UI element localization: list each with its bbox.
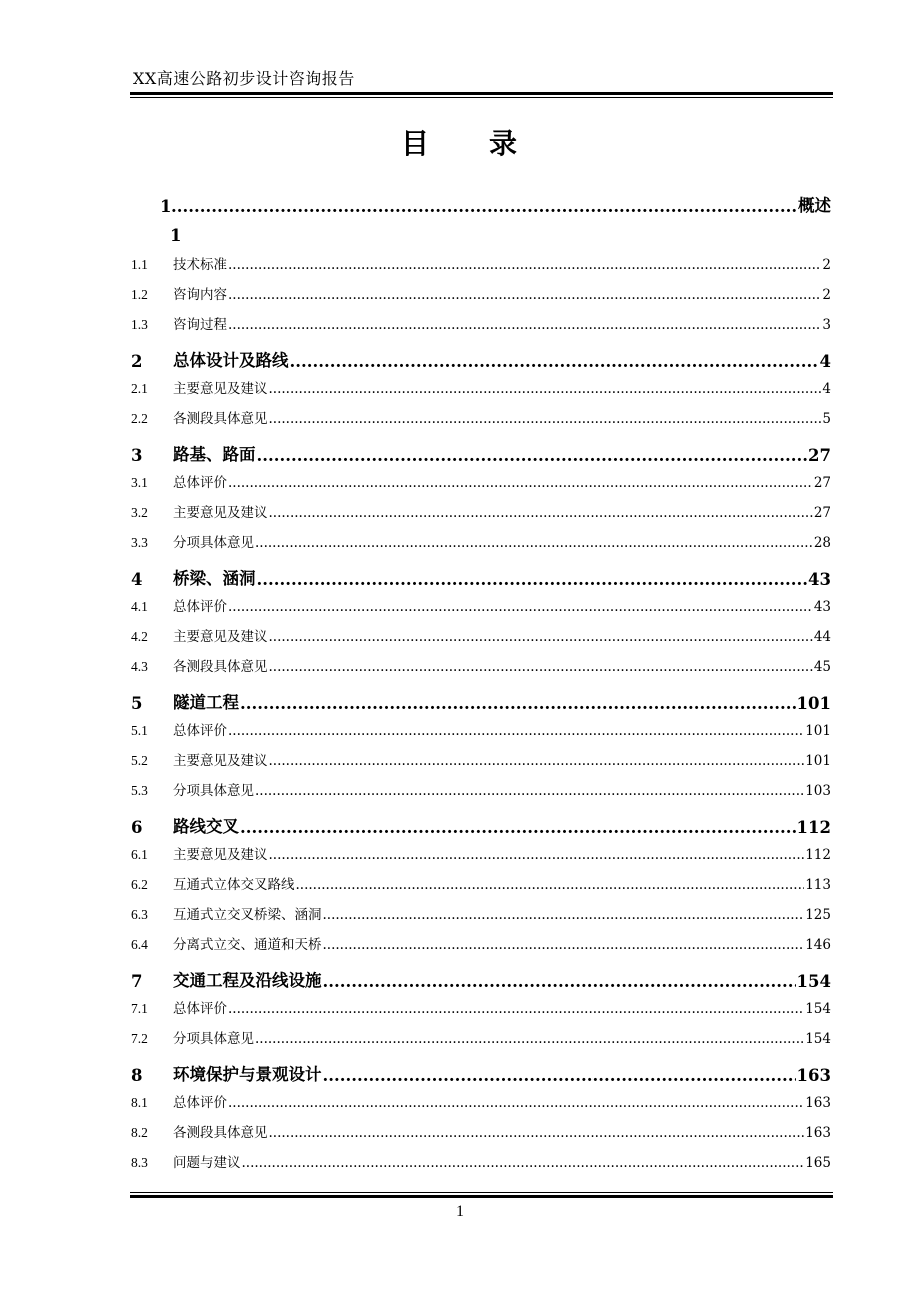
toc-entry-page: 101: [796, 694, 831, 713]
toc-section-entry[interactable]: [131, 901, 831, 923]
toc-entry-number: 1.1: [131, 257, 148, 272]
toc-title: [0, 122, 920, 162]
toc-entry-page: 3: [822, 317, 831, 333]
toc-title-left: 目: [400, 127, 431, 160]
footer-rule-thick: [130, 1195, 833, 1198]
toc-entry-page: 163: [796, 1066, 831, 1085]
toc-entry-page: 27: [813, 505, 831, 521]
toc-entry-page: 163: [805, 1095, 831, 1111]
toc-leader: [269, 505, 813, 521]
toc-chapter-entry[interactable]: [131, 1059, 831, 1085]
toc-entry-page: 27: [813, 475, 831, 491]
toc-section-entry[interactable]: [131, 1089, 831, 1111]
toc-chapter-entry[interactable]: [131, 965, 831, 991]
toc-entry-page: 165: [805, 1155, 831, 1171]
toc-entry-label: 概述: [798, 196, 831, 215]
header-rule-thick: [130, 92, 833, 95]
toc-entry-number: 4.3: [131, 659, 148, 674]
toc-leader: [228, 475, 813, 491]
toc-leader: [257, 446, 808, 465]
toc-leader: [323, 1066, 796, 1085]
toc-entry-label: 桥梁、涵洞: [173, 569, 256, 588]
toc-entry-page: 2: [822, 257, 831, 273]
toc-entry-label: 主要意见及建议: [173, 753, 268, 769]
toc-entry-number: 4: [131, 570, 143, 589]
toc-leader: [255, 1031, 804, 1047]
toc-entry-page: 27: [808, 446, 831, 465]
toc-entry-page: 163: [805, 1125, 831, 1141]
toc-section-entry[interactable]: [131, 499, 831, 521]
toc-section-entry[interactable]: [131, 841, 831, 863]
toc-entry-page: 2: [822, 287, 831, 303]
toc-section-entry[interactable]: [131, 995, 831, 1017]
toc-entry-number: 6.4: [131, 937, 148, 952]
toc-entry-page: 44: [813, 629, 831, 645]
toc-entry-label: 总体评价: [173, 599, 227, 615]
toc-entry-page: 154: [796, 972, 831, 991]
toc-entry-number: 1: [160, 197, 172, 216]
toc-entry-page: 4: [819, 352, 831, 371]
toc-section-entry[interactable]: [131, 1025, 831, 1047]
toc-entry-label: 互通式立体交叉路线: [173, 877, 295, 893]
toc-entry-number: 6.3: [131, 907, 148, 922]
toc-entry-number: 4.1: [131, 599, 148, 614]
toc-entry-number: 5.3: [131, 783, 148, 798]
toc-leader: [228, 599, 813, 615]
toc-entry-label: 互通式立交叉桥梁、涵洞: [173, 907, 322, 923]
toc-entry-label: 主要意见及建议: [173, 847, 268, 863]
toc-entry-page: 154: [805, 1031, 831, 1047]
toc-section-entry[interactable]: [131, 931, 831, 953]
toc-section-entry[interactable]: [131, 311, 831, 333]
header-rule-thin: [130, 97, 833, 98]
toc-entry-label: 咨询过程: [173, 317, 227, 333]
toc-section-entry[interactable]: [131, 777, 831, 799]
toc-entry-label: 主要意见及建议: [173, 629, 268, 645]
toc-entry-label: 各测段具体意见: [173, 1125, 268, 1141]
footer-rule-thin: [130, 1192, 833, 1193]
toc-entry-page: 43: [813, 599, 831, 615]
toc-section-entry[interactable]: [131, 529, 831, 551]
toc-section-entry[interactable]: [131, 281, 831, 303]
toc-entry-label: 总体评价: [173, 1001, 227, 1017]
toc-entry-number: 4.2: [131, 629, 148, 644]
toc-entry-label: 分项具体意见: [173, 535, 254, 551]
toc-chapter-entry[interactable]: [131, 439, 831, 465]
toc-entry-page: 154: [805, 1001, 831, 1017]
toc-entry-page: 43: [808, 570, 831, 589]
toc-entry-page: 45: [813, 659, 831, 675]
toc-leader: [269, 847, 805, 863]
toc-entry-label: 分离式立交、通道和天桥: [173, 937, 322, 953]
toc-entry-number: 7: [131, 972, 143, 991]
toc-entry-label: 主要意见及建议: [173, 505, 268, 521]
toc-entry-page: 112: [805, 847, 831, 863]
toc-entry-first[interactable]: [160, 190, 831, 216]
toc-entry-label: 主要意见及建议: [173, 381, 268, 397]
toc-entry-number: 7.2: [131, 1031, 148, 1046]
toc-entry-label: 问题与建议: [173, 1155, 241, 1171]
toc-section-entry[interactable]: [131, 717, 831, 739]
toc-entry-label: 交通工程及沿线设施: [173, 971, 322, 990]
toc-section-entry[interactable]: [131, 375, 831, 397]
toc-entry-label: 路基、路面: [173, 445, 256, 464]
toc-entry-number: 1.2: [131, 287, 148, 302]
toc-leader: [323, 907, 805, 923]
toc-leader: [228, 317, 821, 333]
toc-leader: [323, 972, 796, 991]
toc-leader: [290, 352, 819, 371]
toc-section-entry[interactable]: [131, 405, 831, 427]
toc-leader: [228, 1001, 804, 1017]
toc-entry-number: 1.3: [131, 317, 148, 332]
toc-entry-number: 8.3: [131, 1155, 148, 1170]
toc-section-entry[interactable]: [131, 469, 831, 491]
toc-leader: [228, 1095, 804, 1111]
toc-entry-page: 113: [805, 877, 831, 893]
toc-entry-number: 3.1: [131, 475, 148, 490]
toc-entry-page: 5: [822, 411, 831, 427]
toc-leader: [269, 1125, 805, 1141]
toc-entry-number: 3.2: [131, 505, 148, 520]
toc-entry-label: 隧道工程: [173, 693, 239, 712]
toc-chapter-entry[interactable]: [131, 687, 831, 713]
toc-entry-number: 6.2: [131, 877, 148, 892]
toc-entry-label: 技术标准: [173, 257, 227, 273]
toc-entry-page: 103: [805, 783, 831, 799]
toc-entry-label: 路线交叉: [173, 817, 239, 836]
toc-leader: [240, 818, 796, 837]
toc-title-right: 录: [489, 127, 520, 160]
toc-entry-page: 28: [813, 535, 831, 551]
toc-leader: [255, 535, 813, 551]
toc-entry-label: 总体评价: [173, 475, 227, 491]
toc-section-entry[interactable]: [131, 871, 831, 893]
page-number: 1: [456, 1203, 464, 1220]
toc-entry-label: 分项具体意见: [173, 783, 254, 799]
toc-leader: [323, 937, 805, 953]
toc-entry-number: 2.1: [131, 381, 148, 396]
toc-leader: [171, 197, 797, 216]
toc-entry-number: 6.1: [131, 847, 148, 862]
toc-entry-label: 环境保护与景观设计: [173, 1065, 322, 1084]
toc-leader: [228, 287, 821, 303]
toc-entry-number: 5.1: [131, 723, 148, 738]
toc-entry-number: 3.3: [131, 535, 148, 550]
toc-entry-page: 125: [805, 907, 831, 923]
toc-entry-label: 咨询内容: [173, 287, 227, 303]
toc-leader: [228, 257, 821, 273]
toc-entry-label: 总体评价: [173, 1095, 227, 1111]
toc-entry-page: 101: [805, 723, 831, 739]
toc-entry-number: 5.2: [131, 753, 148, 768]
toc-leader: [269, 629, 813, 645]
toc-entry-number: 2: [131, 352, 143, 371]
toc-leader: [269, 659, 813, 675]
toc-entry-label: 总体设计及路线: [173, 351, 289, 370]
toc-section-entry[interactable]: [131, 1149, 831, 1171]
toc-section-entry[interactable]: [131, 747, 831, 769]
toc-leader: [269, 381, 822, 397]
toc-entry-label: 总体评价: [173, 723, 227, 739]
toc-entry-page: 101: [805, 753, 831, 769]
header-title: XX高速公路初步设计咨询报告: [133, 69, 355, 88]
toc-entry-page: 4: [822, 381, 831, 397]
toc-entry-number: 2.2: [131, 411, 148, 426]
toc-leader: [255, 783, 804, 799]
toc-chapter-entry[interactable]: [131, 811, 831, 837]
toc-leader: [296, 877, 805, 893]
toc-leader: [240, 694, 796, 713]
toc-entry-number: 5: [131, 694, 143, 713]
toc-chapter-entry[interactable]: [131, 563, 831, 589]
toc-section-entry[interactable]: [131, 593, 831, 615]
toc-leader: [228, 723, 804, 739]
toc-entry-label: 各测段具体意见: [173, 411, 268, 427]
toc-entry-page: 112: [796, 818, 831, 837]
toc-entry-page: 146: [805, 937, 831, 953]
toc-section-entry[interactable]: [131, 1119, 831, 1141]
toc-entry-number: 6: [131, 818, 143, 837]
toc-entry-number: 8.1: [131, 1095, 148, 1110]
toc-leader: [242, 1155, 805, 1171]
toc-entry-number: 3: [131, 446, 143, 465]
toc-entry-page: 1: [170, 226, 182, 245]
toc-section-entry[interactable]: [131, 653, 831, 675]
toc-leader: [257, 570, 808, 589]
toc-entry-number: 8.2: [131, 1125, 148, 1140]
toc-chapter-entry[interactable]: [131, 345, 831, 371]
toc-leader: [269, 753, 805, 769]
toc-leader: [269, 411, 822, 427]
toc-entry-number: 8: [131, 1066, 143, 1085]
toc-entry-label: 各测段具体意见: [173, 659, 268, 675]
toc-section-entry[interactable]: [131, 251, 831, 273]
toc-entry-number: 7.1: [131, 1001, 148, 1016]
toc-section-entry[interactable]: [131, 623, 831, 645]
toc-entry-label: 分项具体意见: [173, 1031, 254, 1047]
